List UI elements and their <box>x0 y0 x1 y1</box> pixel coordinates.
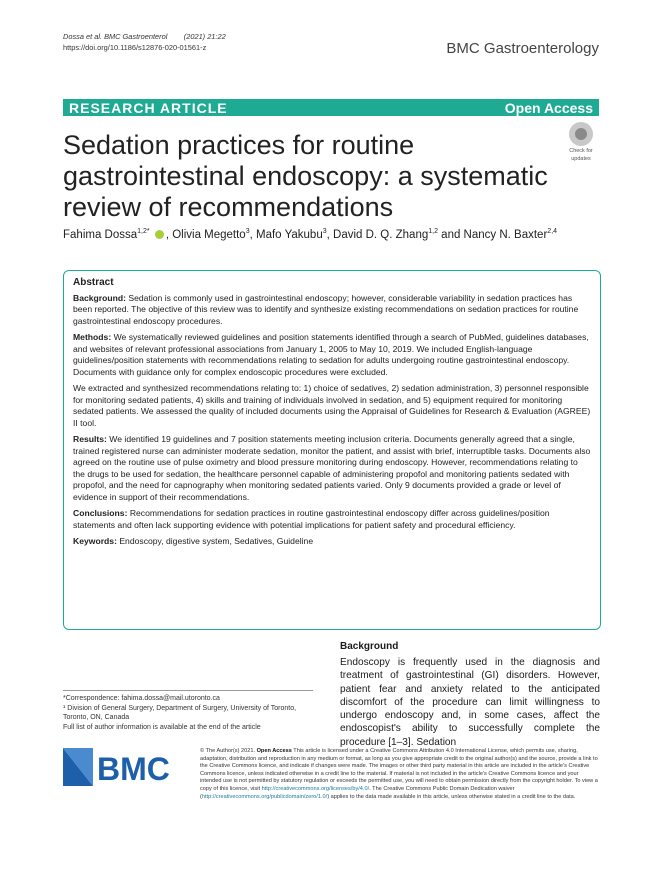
section-text: We systematically reviewed guidelines and position statements identified through a search of PubMed, guidelines databases, and websites of relevant professional associations from January 1, 2005 to May 10, 2019. We included English-language guidelines/position statements with recommendations relating to sedation for adults undergoing routine gastrointestinal endoscopy. Documents with guidance only for complex endoscopic procedures were excluded. <box>73 332 589 377</box>
check-for-updates[interactable] <box>563 122 599 162</box>
abstract-heading: Abstract <box>73 277 114 288</box>
correspondence-email: *Correspondence: fahima.dossa@mail.utoronto.ca <box>63 695 220 702</box>
abstract-keywords <box>73 536 591 548</box>
check-updates-line2: updates <box>571 156 591 162</box>
article-header <box>63 31 226 53</box>
section-label: Methods: <box>73 332 112 342</box>
author-info-note: Full list of author information is available at the end of the article <box>63 723 261 731</box>
public-domain-link[interactable]: http://creativecommons.org/publicdomain/zero/1.0/ <box>201 793 328 800</box>
affiliation-note: ¹ Division of General Surgery, Department of Surgery, University of Toronto, Toronto, ON, Canada <box>63 704 297 721</box>
check-updates-line1: Check for <box>569 148 593 154</box>
abstract-box <box>63 270 601 630</box>
abstract-background <box>73 293 591 328</box>
section-label: Background: <box>73 292 126 303</box>
license-body: This article is licensed under a Creative Commons Attribution 4.0 International License, which permits use, sharing, adaptation, distribution and reproduction in any medium or format, as long as you give appropriate credit to the original author(s) and the source, provide a link to the Creative Commons licence, and indicate if changes were made. The images or other third party material in this article are included in the article's Creative Commons licence, unless indicated otherwise in a credit line to the material. If material is not included in the article's Creative Commons licence and your intended use is not permitted by statutory regulation or exceeds the permitted use, you will need to obtain permission directly from the copyright holder. To view a copy of this licence, visit <box>200 748 598 792</box>
author-list <box>63 228 557 241</box>
author-name: , Mafo Yakubu <box>249 228 323 241</box>
section-text: Recommendations for sedation practices in routine gastrointestinal endoscopy differ across guidelines/position statements and often lack supporting evidence with potential implications for patient safety and procedural efficiency. <box>73 508 550 530</box>
author-affiliation: 3 <box>245 228 250 235</box>
author-name: , David D. Q. Zhang <box>326 228 429 241</box>
license-text <box>200 748 600 801</box>
bmc-logo <box>63 746 183 786</box>
citation: Dossa et al. BMC Gastroenterol <box>63 32 168 41</box>
license-body-end: ) applies to the data made available in this article, unless otherwise stated in a credit line to the data. <box>327 793 576 800</box>
author-name: , Olivia Megetto <box>165 228 246 241</box>
author-affiliation: 1,2 <box>428 228 438 235</box>
year-volume: (2021) 21:22 <box>183 32 226 41</box>
article-type: RESEARCH ARTICLE <box>69 100 228 116</box>
doi-link[interactable]: https://doi.org/10.1186/s12876-020-01561-z <box>63 43 207 52</box>
author-name: and Nancy N. Baxter <box>437 228 548 241</box>
license-copyright: © The Author(s) 2021. <box>200 748 257 754</box>
section-label: Keywords: <box>73 536 117 546</box>
background-text: Endoscopy is frequently used in the diagnosis and treatment of gastrointestinal (GI) disorders. However, patient fear and anxiety related to the anticipated discomfort of the procedure can limit willingness to undergo endoscopy and, in some cases, affect the endoscopist's ability to successfully complete the procedure [1–3]. Sedation <box>340 657 600 748</box>
journal-name: BMC Gastroenterology <box>446 40 599 57</box>
section-text: Endoscopy, digestive system, Sedatives, Guideline <box>116 536 314 546</box>
article-type-band <box>63 99 599 116</box>
section-text: Sedation is commonly used in gastrointestinal endoscopy; however, considerable variability in sedation practices has been reported. The objective of this review was to identify and synthesize existing recommendations on sedation practices for routine gastrointestinal endoscopy procedures. <box>73 292 579 326</box>
bmc-logo-text: BMC <box>97 751 170 786</box>
abstract-methods <box>73 332 591 378</box>
section-text: We identified 19 guidelines and 7 position statements meeting inclusion criteria. Documents generally agreed that a single, trained registered nurse can administer moderate sedation, monitor the patient, and assist with brief, interruptible tasks. Documents also agreed on the routine use of pulse oximetry and blood pressure monitoring during endoscopy. However, recommendations relating to the drugs to be used for sedation, the healthcare personnel capable of administering propofol and monitoring patients sedated with propofol, and the need for capnography when monitoring sedated patients varied. Only 9 documents provided a grade or level of evidence in support of their recommendations. <box>73 434 591 502</box>
abstract-methods-continued: We extracted and synthesized recommendations relating to: 1) choice of sedatives, 2) sedation administration, 3) personnel responsible for monitoring sedated patients, 4) skills and training of individuals involved in sedation, and 5) equipment required for monitoring sedated patients. We assessed the quality of included documents using the Appraisal of Guidelines for Research & Evaluation (AGREE) II tool. <box>73 383 591 428</box>
orcid-icon[interactable] <box>155 230 164 239</box>
section-label: Conclusions: <box>73 508 128 518</box>
author-name: Fahima Dossa <box>63 228 138 241</box>
section-label: Results: <box>73 434 107 444</box>
author-affiliation: 1,2* <box>137 228 150 235</box>
background-heading: Background <box>340 641 399 652</box>
license-link[interactable]: http://creativecommons.org/licenses/by/4.0/ <box>261 785 370 792</box>
correspondence-note <box>63 690 313 732</box>
license-open-access: Open Access <box>256 748 292 754</box>
abstract-conclusions <box>73 508 591 531</box>
author-affiliation: 2,4 <box>547 228 558 235</box>
abstract-results <box>73 434 591 503</box>
author-affiliation: 3 <box>322 228 327 235</box>
license-body-mid: . The Creative Commons Public Domain Dedication waiver ( <box>200 785 515 800</box>
check-updates-icon <box>569 122 593 146</box>
open-access-label: Open Access <box>504 100 593 116</box>
article-title: Sedation practices for routine gastrointestinal endoscopy: a systematic review of recommendations <box>63 130 548 222</box>
